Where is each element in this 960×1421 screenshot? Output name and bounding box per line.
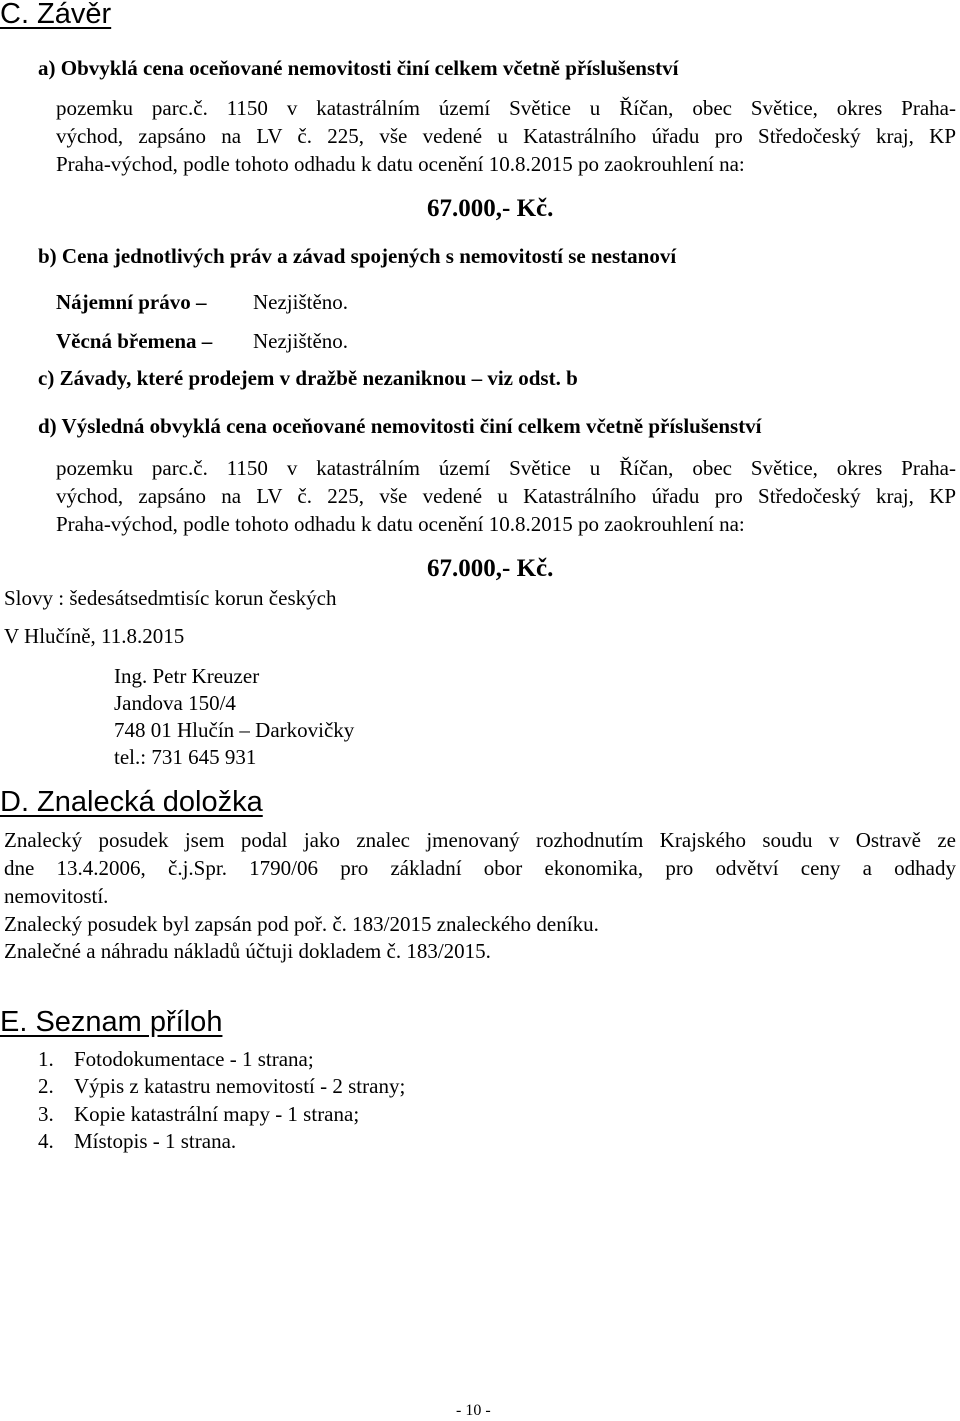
section-d-title: D. Znalecká doložka <box>0 786 263 818</box>
right-label-1: Nájemní právo – <box>56 290 207 314</box>
price-d: 67.000,- Kč. <box>427 555 554 582</box>
clause-line-1: Znalecký posudek jsem podal jako znalec jmenovaný rozhodnutím Krajského soudu v Ostravě ze <box>4 828 956 852</box>
clause-line-3: nemovitostí. <box>4 884 109 908</box>
paragraph-d-line-2: východ, zapsáno na LV č. 225, vše vedené u Katastrálního úřadu pro Středočeský kraj, KP <box>56 484 956 508</box>
heading-b: b) Cena jednotlivých práv a závad spojených s nemovitostí se nestanoví <box>38 244 677 268</box>
right-value-2: Nezjištěno. <box>253 329 349 353</box>
section-e-title: E. Seznam příloh <box>0 1006 223 1038</box>
paragraph-d-line-3: Praha-východ, podle tohoto odhadu k datu ocenění 10.8.2015 po zaokrouhlení na: <box>56 512 745 536</box>
clause-line-2: dne 13.4.2006, č.j.Spr. 1790/06 pro základní obor ekonomika, pro odvětví ceny a odhady <box>4 856 956 880</box>
attachment-item-2: Výpis z katastru nemovitostí - 2 strany; <box>74 1074 406 1098</box>
clause-line-5: Znalečné a náhradu nákladů účtuji dokladem č. 183/2015. <box>4 939 491 963</box>
paragraph-a-line-2: východ, zapsáno na LV č. 225, vše vedené u Katastrálního úřadu pro Středočeský kraj, KP <box>56 124 956 148</box>
attachment-num-2: 2. <box>38 1074 54 1098</box>
signature-city: 748 01 Hlučín – Darkovičky <box>114 718 355 742</box>
paragraph-a-line-1: pozemku parc.č. 1150 v katastrálním území Světice u Říčan, obec Světice, okres Praha- <box>56 96 956 120</box>
attachment-item-3: Kopie katastrální mapy - 1 strana; <box>74 1102 360 1126</box>
section-c-title: C. Závěr <box>0 0 112 30</box>
paragraph-a-line-3: Praha-východ, podle tohoto odhadu k datu ocenění 10.8.2015 po zaokrouhlení na: <box>56 152 745 176</box>
attachment-item-1: Fotodokumentace - 1 strana; <box>74 1047 314 1071</box>
signature-name: Ing. Petr Kreuzer <box>114 664 260 688</box>
page-number: - 10 - <box>456 1402 491 1419</box>
heading-a: a) Obvyklá cena oceňované nemovitosti činí celkem včetně příslušenství <box>38 56 679 80</box>
heading-d: d) Výsledná obvyklá cena oceňované nemovitosti činí celkem včetně příslušenství <box>38 414 762 438</box>
right-label-2: Věcná břemena – <box>56 329 213 353</box>
amount-in-words: Slovy : šedesátsedmtisíc korun českých <box>4 586 337 610</box>
paragraph-d-line-1: pozemku parc.č. 1150 v katastrálním území Světice u Říčan, obec Světice, okres Praha- <box>56 456 956 480</box>
clause-line-4: Znalecký posudek byl zapsán pod poř. č. 183/2015 znaleckého deníku. <box>4 912 599 936</box>
heading-c: c) Závady, které prodejem v dražbě nezaniknou – viz odst. b <box>38 366 578 390</box>
right-value-1: Nezjištěno. <box>253 290 349 314</box>
signature-street: Jandova 150/4 <box>114 691 236 715</box>
attachment-num-4: 4. <box>38 1129 54 1153</box>
place-date: V Hlučíně, 11.8.2015 <box>4 624 185 648</box>
attachment-item-4: Místopis - 1 strana. <box>74 1129 237 1153</box>
attachment-num-1: 1. <box>38 1047 54 1071</box>
attachment-num-3: 3. <box>38 1102 54 1126</box>
signature-phone: tel.: 731 645 931 <box>114 745 257 769</box>
price-a: 67.000,- Kč. <box>427 195 554 222</box>
